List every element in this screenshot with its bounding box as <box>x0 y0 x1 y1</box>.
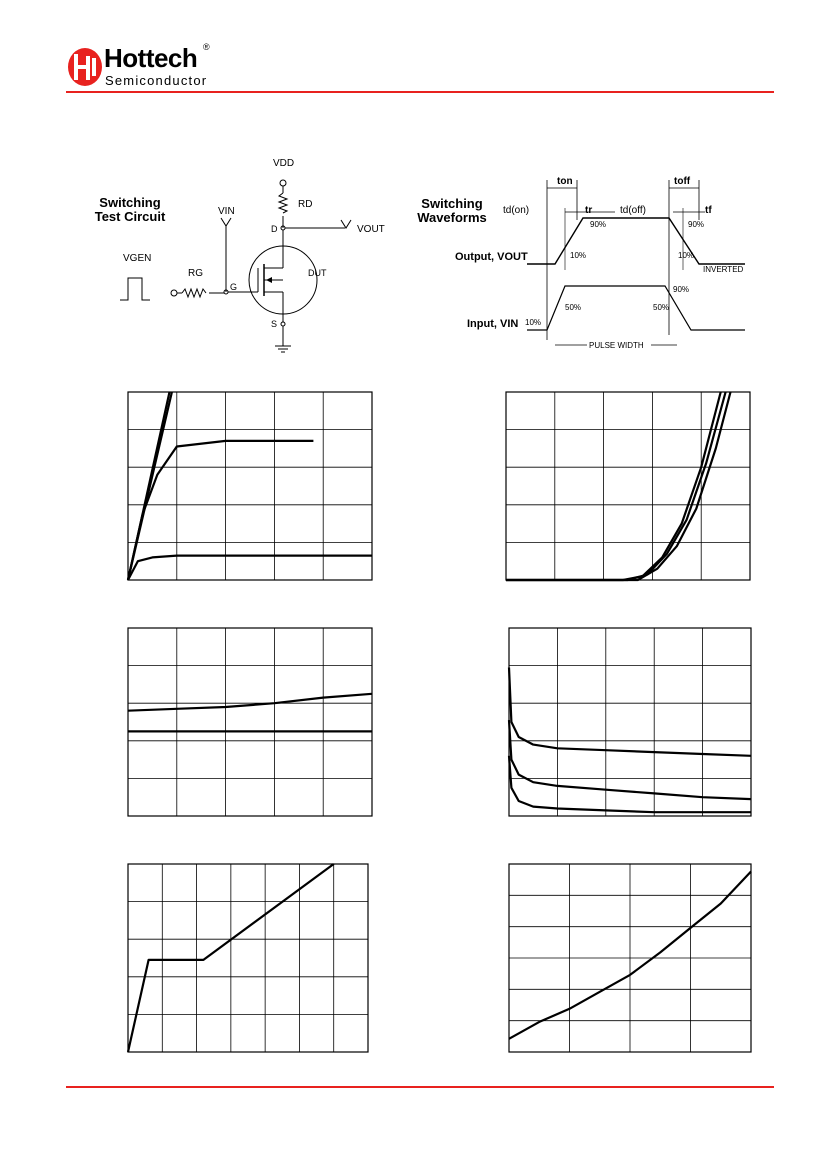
header-rule <box>66 91 774 93</box>
tdon-label: td(on) <box>503 205 530 216</box>
chart-5 <box>126 862 370 1054</box>
chart-4 <box>507 626 753 818</box>
vout-label: VOUT <box>357 224 385 235</box>
chart-grid <box>509 864 751 1052</box>
chart-2 <box>504 390 752 582</box>
vdd-label: VDD <box>273 158 295 169</box>
chart-grid <box>509 628 751 816</box>
series-line-4 <box>128 556 372 580</box>
brand-tagline: Semiconductor <box>105 73 208 88</box>
tr-label: tr <box>585 205 593 216</box>
chart-grid <box>128 864 368 1052</box>
circuit-title-2: Test Circuit <box>94 209 166 224</box>
ton-label: ton <box>557 176 573 187</box>
p50-rise: 50% <box>565 303 582 312</box>
inverted-label: INVERTED <box>703 265 744 274</box>
d-label: D <box>271 224 278 234</box>
series-line-3 <box>506 392 731 580</box>
rg-label: RG <box>188 268 203 279</box>
tdoff-label: td(off) <box>620 205 646 216</box>
output-label: Output, VOUT <box>455 251 528 263</box>
circuit-title-1: Switching <box>99 195 161 210</box>
vgen-label: VGEN <box>123 253 152 264</box>
dut-label: DUT <box>308 268 327 278</box>
p10-fall: 10% <box>678 251 695 260</box>
logo-mark-icon <box>66 44 106 92</box>
series-line-2 <box>509 720 751 799</box>
tf-label: tf <box>705 205 712 216</box>
logo <box>66 44 226 92</box>
vin-label: VIN <box>218 206 235 217</box>
p50-fall: 50% <box>653 303 670 312</box>
chart-3 <box>126 626 374 818</box>
plot-frame <box>128 864 368 1052</box>
switching-test-circuit <box>90 150 410 360</box>
chart-6 <box>507 862 753 1054</box>
series-line-1 <box>128 694 372 711</box>
series-line-1 <box>506 392 721 580</box>
p90-rise: 90% <box>590 220 607 229</box>
waveform-title-2: Waveforms <box>417 210 487 225</box>
p90-fall: 90% <box>688 220 705 229</box>
brand-name: Hottech <box>104 43 198 73</box>
chart-grid <box>128 628 372 816</box>
input-label: Input, VIN <box>467 318 519 330</box>
registered-mark: ® <box>203 42 210 52</box>
p10-input: 10% <box>525 318 542 327</box>
p10-rise: 10% <box>570 251 587 260</box>
p90-input: 90% <box>673 285 690 294</box>
plot-frame <box>509 628 751 816</box>
plot-frame <box>128 628 372 816</box>
g-label: G <box>230 282 238 292</box>
chart-1 <box>126 390 374 582</box>
pulse-width-label: PULSE WIDTH <box>589 341 644 350</box>
series-line-1 <box>509 668 751 756</box>
toff-label: toff <box>674 176 691 187</box>
series-line-2 <box>506 392 726 580</box>
footer-rule <box>66 1086 774 1088</box>
s-label: S <box>271 319 278 329</box>
switching-waveforms <box>415 160 785 360</box>
waveform-title-1: Switching <box>421 196 483 211</box>
rd-label: RD <box>298 199 313 210</box>
